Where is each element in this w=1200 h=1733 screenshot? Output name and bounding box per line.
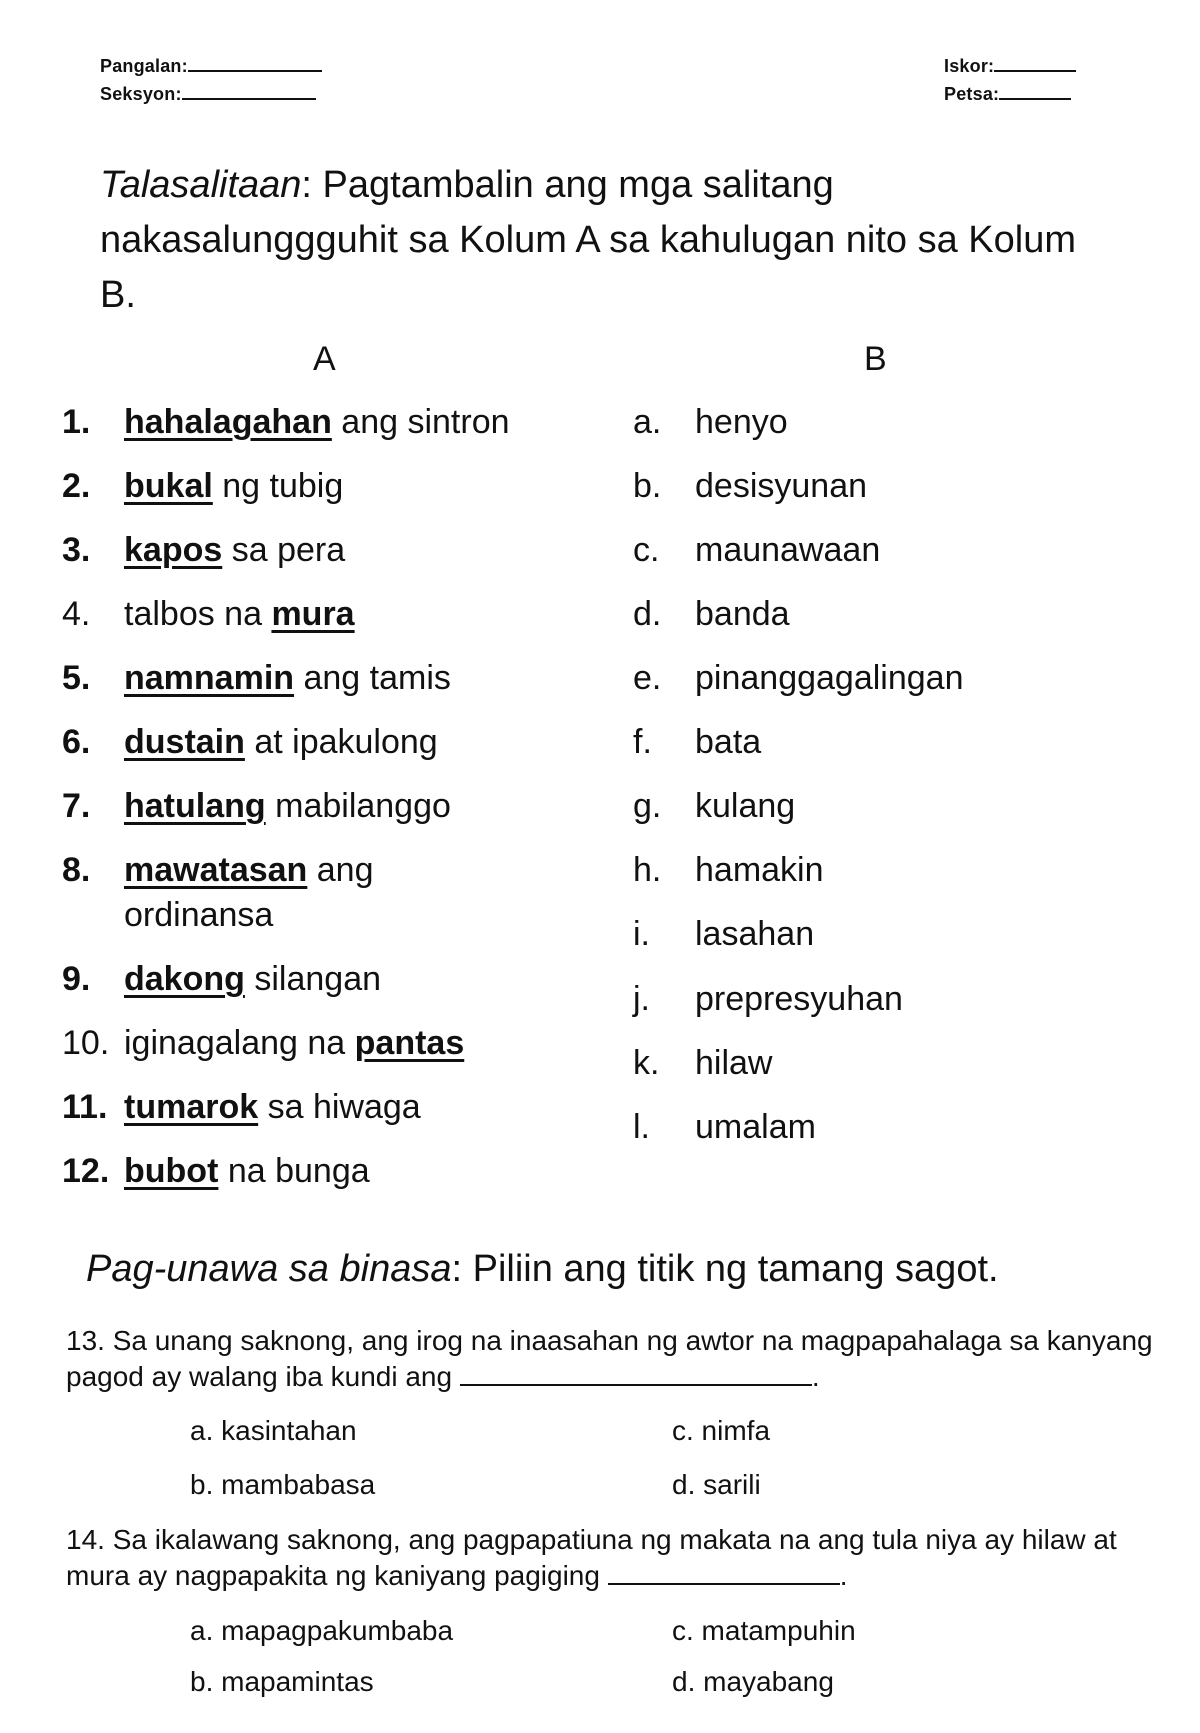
comprehension-heading <box>86 1248 999 1291</box>
column-b <box>633 400 1133 1150</box>
item-number: 4. <box>62 595 91 633</box>
item-keyword: namnamin <box>124 659 295 697</box>
column-b-item <box>633 912 1133 957</box>
item-meaning: umalam <box>695 1108 816 1146</box>
item-keyword: bukal <box>124 467 213 505</box>
section-field[interactable] <box>100 84 316 105</box>
item-keyword: hatulang <box>124 787 266 825</box>
item-keyword: dustain <box>124 723 245 761</box>
item-meaning: desisyunan <box>695 467 868 505</box>
item-letter: a. <box>633 403 662 441</box>
item-keyword: bubot <box>124 1152 219 1190</box>
item-post: ang ordinansa <box>124 851 374 934</box>
item-post: sa pera <box>222 531 346 569</box>
comprehension-title: Pag-unawa sa binasa <box>86 1248 452 1290</box>
column-a-item <box>62 1021 622 1066</box>
item-number: 2. <box>62 467 91 505</box>
item-letter: e. <box>633 659 662 697</box>
column-b-item <box>633 400 1133 445</box>
item-number: 10. <box>62 1024 110 1062</box>
item-keyword: kapos <box>124 531 223 569</box>
item-meaning: hamakin <box>695 851 824 889</box>
column-a-item <box>62 656 622 701</box>
item-number: 7. <box>62 787 91 825</box>
item-post: ang sintron <box>331 403 510 441</box>
item-keyword: pantas <box>354 1024 465 1062</box>
section-blank[interactable] <box>182 84 316 100</box>
column-a <box>62 400 622 1194</box>
choice-b[interactable]: b. mambabasa <box>190 1469 376 1500</box>
item-meaning: kulang <box>695 787 796 825</box>
name-field[interactable] <box>100 56 322 77</box>
item-post: ang tamis <box>294 659 451 697</box>
item-letter: c. <box>633 531 660 569</box>
item-keyword: tumarok <box>124 1088 259 1126</box>
name-label: Pangalan: <box>100 56 188 76</box>
item-number: 1. <box>62 403 91 441</box>
vocabulary-title: Talasalitaan <box>100 164 302 206</box>
item-number: 8. <box>62 851 91 889</box>
column-a-item <box>62 464 622 509</box>
item-post: ng tubig <box>212 467 344 505</box>
section-label: Seksyon: <box>100 84 182 104</box>
item-letter: h. <box>633 851 662 889</box>
date-blank[interactable] <box>999 84 1071 100</box>
choice-d[interactable]: d. mayabang <box>672 1666 834 1697</box>
question-end: . <box>811 1361 820 1392</box>
choice-c[interactable]: c. matampuhin <box>672 1615 856 1646</box>
item-number: 9. <box>62 960 91 998</box>
vocabulary-instruction-text: : Pagtambalin ang mga salitang nakasalunggguhit sa Kolum A sa kahulugan nito sa Kolum B. <box>100 164 1076 316</box>
item-pre: talbos na <box>124 595 272 633</box>
item-keyword: dakong <box>124 960 245 998</box>
score-label: Iskor: <box>944 56 995 76</box>
column-a-item <box>62 957 622 1002</box>
column-a-item <box>62 592 622 637</box>
item-letter: k. <box>633 1044 660 1082</box>
column-b-item <box>633 848 1133 893</box>
item-post: mabilanggo <box>265 787 451 825</box>
item-post: sa hiwaga <box>258 1088 421 1126</box>
item-number: 12. <box>62 1152 110 1190</box>
column-b-item <box>633 464 1133 509</box>
item-letter: d. <box>633 595 662 633</box>
vocabulary-instructions <box>100 158 1100 323</box>
comprehension-instruction: : Piliin ang titik ng tamang sagot. <box>451 1248 999 1290</box>
column-a-item <box>62 1085 622 1130</box>
item-number: 5. <box>62 659 91 697</box>
column-a-item <box>62 720 622 765</box>
choice-b[interactable]: b. mapamintas <box>190 1666 374 1697</box>
item-letter: g. <box>633 787 662 825</box>
item-keyword: hahalagahan <box>124 403 332 441</box>
choice-a[interactable]: a. kasintahan <box>190 1415 357 1446</box>
column-b-item <box>633 656 1133 701</box>
item-keyword: mura <box>271 595 355 633</box>
item-number: 6. <box>62 723 91 761</box>
item-letter: b. <box>633 467 662 505</box>
item-number: 11. <box>62 1088 108 1126</box>
item-letter: i. <box>633 915 650 953</box>
column-b-item <box>633 592 1133 637</box>
column-b-item <box>633 1105 1133 1150</box>
item-keyword: mawatasan <box>124 851 308 889</box>
column-a-item <box>62 528 622 573</box>
answer-blank[interactable] <box>460 1362 812 1386</box>
item-meaning: bata <box>695 723 762 761</box>
item-post: silangan <box>244 960 382 998</box>
item-meaning: lasahan <box>695 915 815 953</box>
column-b-item <box>633 720 1133 765</box>
column-b-item <box>633 1041 1133 1086</box>
answer-blank[interactable] <box>608 1561 840 1585</box>
choice-a[interactable]: a. mapagpakumbaba <box>190 1615 454 1646</box>
choice-d[interactable]: d. sarili <box>672 1469 761 1500</box>
column-a-item <box>62 848 482 938</box>
column-b-header: B <box>864 340 887 378</box>
question-14 <box>66 1522 1156 1594</box>
item-post: na bunga <box>218 1152 370 1190</box>
item-meaning: henyo <box>695 403 788 441</box>
item-meaning: prepresyuhan <box>695 980 903 1018</box>
item-meaning: banda <box>695 595 790 633</box>
column-a-header: A <box>313 340 336 378</box>
score-blank[interactable] <box>994 56 1076 72</box>
column-b-item <box>633 977 1133 1022</box>
column-a-item <box>62 784 622 829</box>
question-13 <box>66 1323 1156 1395</box>
item-meaning: maunawaan <box>695 531 881 569</box>
choice-c[interactable]: c. nimfa <box>672 1415 771 1446</box>
score-field[interactable] <box>944 56 1076 77</box>
item-meaning: hilaw <box>695 1044 773 1082</box>
item-letter: j. <box>633 980 650 1018</box>
date-field[interactable] <box>944 84 1071 105</box>
item-number: 3. <box>62 531 91 569</box>
column-b-item <box>633 784 1133 829</box>
column-b-item <box>633 528 1133 573</box>
column-a-item <box>62 400 622 445</box>
item-letter: l. <box>633 1108 650 1146</box>
question-text: 14. Sa ikalawang saknong, ang pagpapatiuna ng makata na ang tula niya ay hilaw at mura ay nagpapakita ng kaniyang pagiging <box>66 1524 1117 1591</box>
item-post: at ipakulong <box>244 723 438 761</box>
name-blank[interactable] <box>188 56 322 72</box>
column-a-item <box>62 1149 622 1194</box>
item-letter: f. <box>633 723 652 761</box>
item-meaning: pinanggagalingan <box>695 659 964 697</box>
question-text: 13. Sa unang saknong, ang irog na inaasahan ng awtor na magpapahalaga sa kanyang pagod ay walang iba kundi ang <box>66 1325 1153 1392</box>
item-pre: iginagalang na <box>124 1024 355 1062</box>
date-label: Petsa: <box>944 84 1000 104</box>
question-end: . <box>839 1560 848 1591</box>
